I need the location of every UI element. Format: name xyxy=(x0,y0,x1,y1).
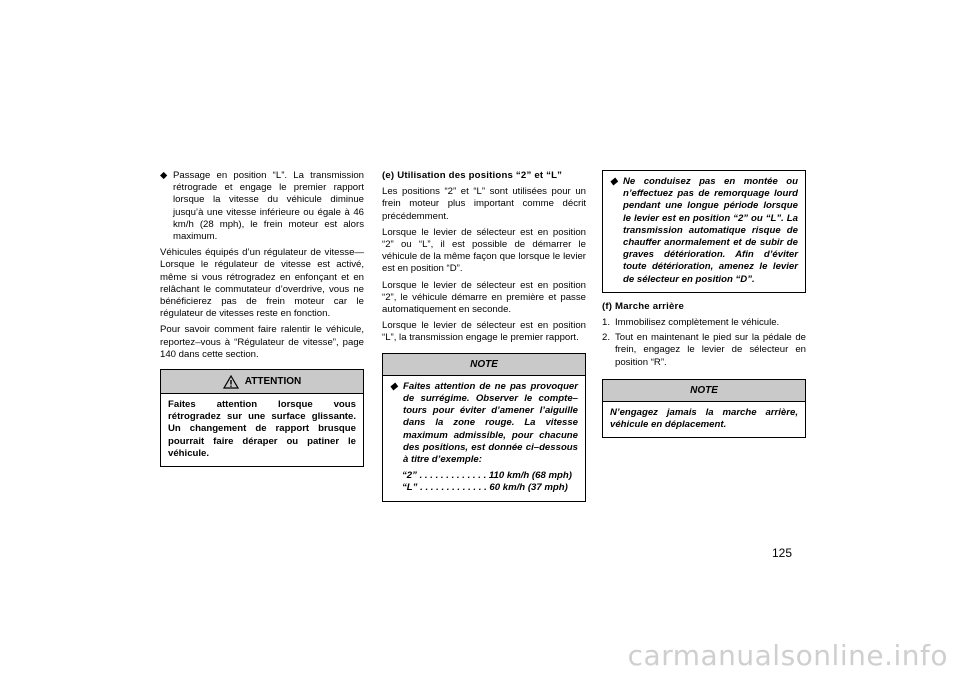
note-box xyxy=(382,353,586,502)
section-heading: (e) Utilisation des positions “2” et “L” xyxy=(382,170,563,181)
step-item xyxy=(602,317,806,329)
paragraph: Lorsque le levier de sélecteur est en position “2”, le véhicule démarre en première et passe automatiquement en seconde. xyxy=(382,279,586,316)
speed-row: “2” . . . . . . . . . . . . . 110 km/h (68 mph) xyxy=(402,470,572,482)
warning-bullet xyxy=(610,176,798,286)
step-number: 1. xyxy=(602,317,611,329)
attention-body: Faites attention lorsque vous rétrogradez sur une surface glissante. Un changement de rapport brusque pourrait faire déraper ou patiner le véhicule. xyxy=(168,399,356,459)
page-number: 125 xyxy=(772,546,793,560)
bullet-diamond-icon: ◆ xyxy=(610,176,618,187)
note-bullet-text: Faites attention de ne pas provoquer de surrégime. Observer le compte–tours pour éviter d’amener l’aiguille dans la zone rouge. La vitesse maximum admissible, pour chacune des positions, est donnée ci–dessous à titre d’exemple: xyxy=(403,380,578,466)
bullet-diamond-icon: ◆ xyxy=(390,380,398,392)
note-title: NOTE xyxy=(383,354,585,376)
attention-title-bar xyxy=(161,370,363,394)
note-bullet xyxy=(390,381,578,466)
paragraph: Lorsque le levier de sélecteur est en position “2” ou “L”, il est possible de démarrer le véhicule de la même façon que lorsque le levier est en position “D”. xyxy=(382,226,586,275)
step-number: 2. xyxy=(602,332,611,344)
paragraph: Les positions “2” et “L” sont utilisées pour un frein moteur plus important comme décrit précédemment. xyxy=(382,186,586,222)
column-3 xyxy=(602,170,806,438)
warning-note-box xyxy=(602,170,806,293)
note-body xyxy=(383,376,585,501)
column-1 xyxy=(160,170,364,467)
note-box xyxy=(602,379,806,439)
paragraph: Véhicules équipés d’un régulateur de vitesse—Lorsque le régulateur de vitesse est activé, même si vous rétrogradez en enfonçant et en relâchant le commutateur d’overdrive, vous ne bénéficierez pas de frein moteur car le régulateur de vitesses reste en fonction. xyxy=(160,247,364,320)
bullet-diamond-icon: ◆ xyxy=(160,170,168,181)
attention-title: ATTENTION xyxy=(244,375,302,387)
warning-triangle-icon xyxy=(223,375,239,389)
bullet-item xyxy=(160,170,364,243)
warning-bullet-text: Ne conduisez pas en montée ou n’effectuez pas de remorquage lourd pendant une longue période lorsque le levier est en position “2” ou “L”. La transmission automatique risque de chauffer anormalement et de subir de graves détérioration. Afin d’éviter toute détérioration, amenez le levier de sélecteur en position “D”. xyxy=(623,176,798,285)
step-item xyxy=(602,332,806,369)
bullet-text: Passage en position “L”. La transmission rétrograde et engage le premier rapport lorsque la vitesse du véhicule diminue jusqu’à une vitesse inférieure ou égale à 46 km/h (28 mph), le frein moteur est alors maximum. xyxy=(173,170,364,243)
paragraph: Lorsque le levier de sélecteur est en position “L”, la transmission engage le premier rapport. xyxy=(382,320,586,344)
watermark: carmanualsonline.info xyxy=(627,639,948,672)
attention-box xyxy=(160,369,364,467)
paragraph: Pour savoir comment faire ralentir le véhicule, reportez–vous à “Régulateur de vitesse”, page 140 dans cette section. xyxy=(160,324,364,360)
note-title: NOTE xyxy=(603,380,805,402)
speed-row: “L” . . . . . . . . . . . . . 60 km/h (37 mph) xyxy=(402,482,568,494)
step-text: Immobilisez complètement le véhicule. xyxy=(615,317,780,329)
section-heading: (f) Marche arrière xyxy=(602,300,684,312)
note-body: N’engagez jamais la marche arrière, véhicule en déplacement. xyxy=(610,407,798,431)
warning-note-body xyxy=(603,171,805,292)
column-2 xyxy=(382,170,586,502)
step-text: Tout en maintenant le pied sur la pédale de frein, engagez le levier de sélecteur en position “R”. xyxy=(615,332,806,368)
